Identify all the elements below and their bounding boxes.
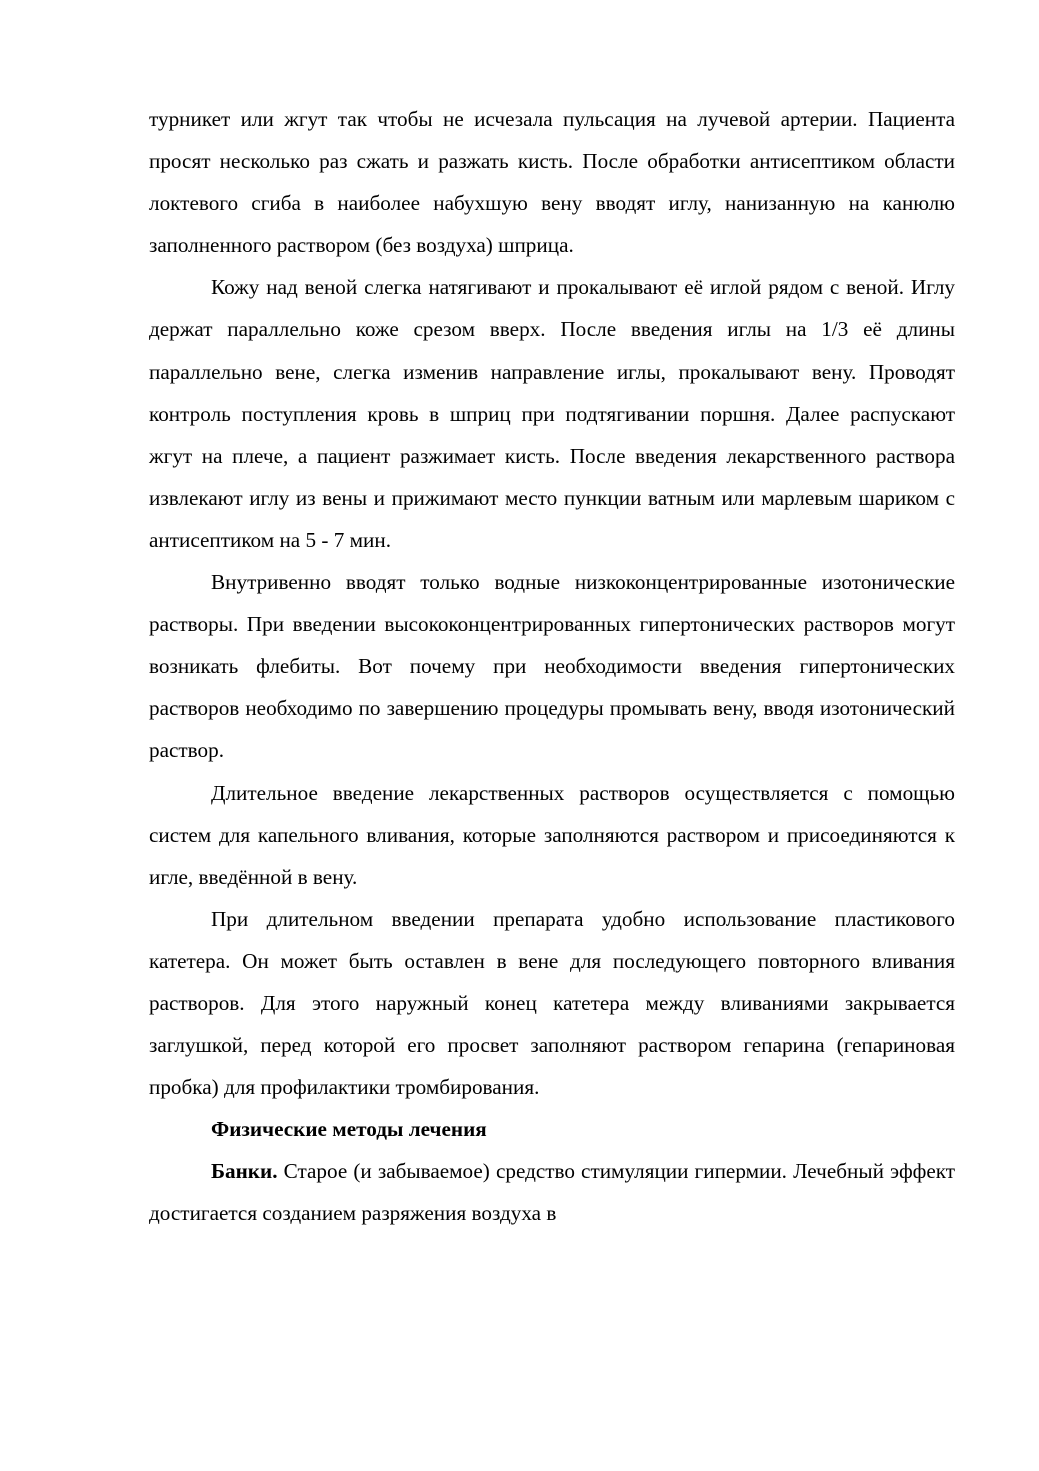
paragraph-tourniquet: турникет или жгут так чтобы не исчезала пульсация на лучевой артерии. Пациента просят несколько раз сжать и разжать кисть. После обработки антисептиком области локтевого сгиба в наиболее набухшую вену вводят иглу, нанизанную на канюлю заполненного раствором (без воздуха) шприца. [149, 107, 955, 258]
paragraph-cupping-text: Старое (и забываемое) средство стимуляции гипермии. Лечебный эффект достигается созданием разряжения воздуха в [149, 1159, 955, 1226]
paragraph-cupping-lead: Банки. [211, 1159, 278, 1184]
document-body [149, 98, 955, 1235]
paragraph-vein-puncture: Кожу над веной слегка натягивают и прокалывают её иглой рядом с веной. Иглу держат параллельно коже срезом вверх. После введения иглы на 1/3 её длины параллельно вене, слегка изменив направление иглы, прокалывают вену. Проводят контроль поступления кровь в шприц при подтягивании поршня. Далее распускают жгут на плече, а пациент разжимает кисть. После введения лекарственного раствора извлекают иглу из вены и прижимают место пункции ватным или марлевым шариком с антисептиком на 5 - 7 мин. [149, 275, 955, 552]
paragraph-isotonic-solutions: Внутривенно вводят только водные низкоконцентрированные изотонические растворы. При введении высококонцентрированных гипертонических растворов могут возникать флебиты. Вот почему при необходимости введения гипертонических растворов необходимо по завершению процедуры промывать вену, вводя изотонический раствор. [149, 570, 955, 763]
paragraph-cupping [149, 1150, 955, 1234]
section-heading: Физические методы лечения [211, 1117, 487, 1142]
paragraph-catheter: При длительном введении препарата удобно использование пластикового катетера. Он может быть оставлен в вене для последующего повторного вливания растворов. Для этого наружный конец катетера между вливаниями закрывается заглушкой, перед которой его просвет заполняют раствором гепарина (гепариновая пробка) для профилактики тромбирования. [149, 906, 955, 1100]
paragraph-drip-infusion: Длительное введение лекарственных растворов осуществляется с помощью систем для капельного вливания, которые заполняются раствором и присоединяются к игле, введённой в вену. [149, 780, 955, 889]
